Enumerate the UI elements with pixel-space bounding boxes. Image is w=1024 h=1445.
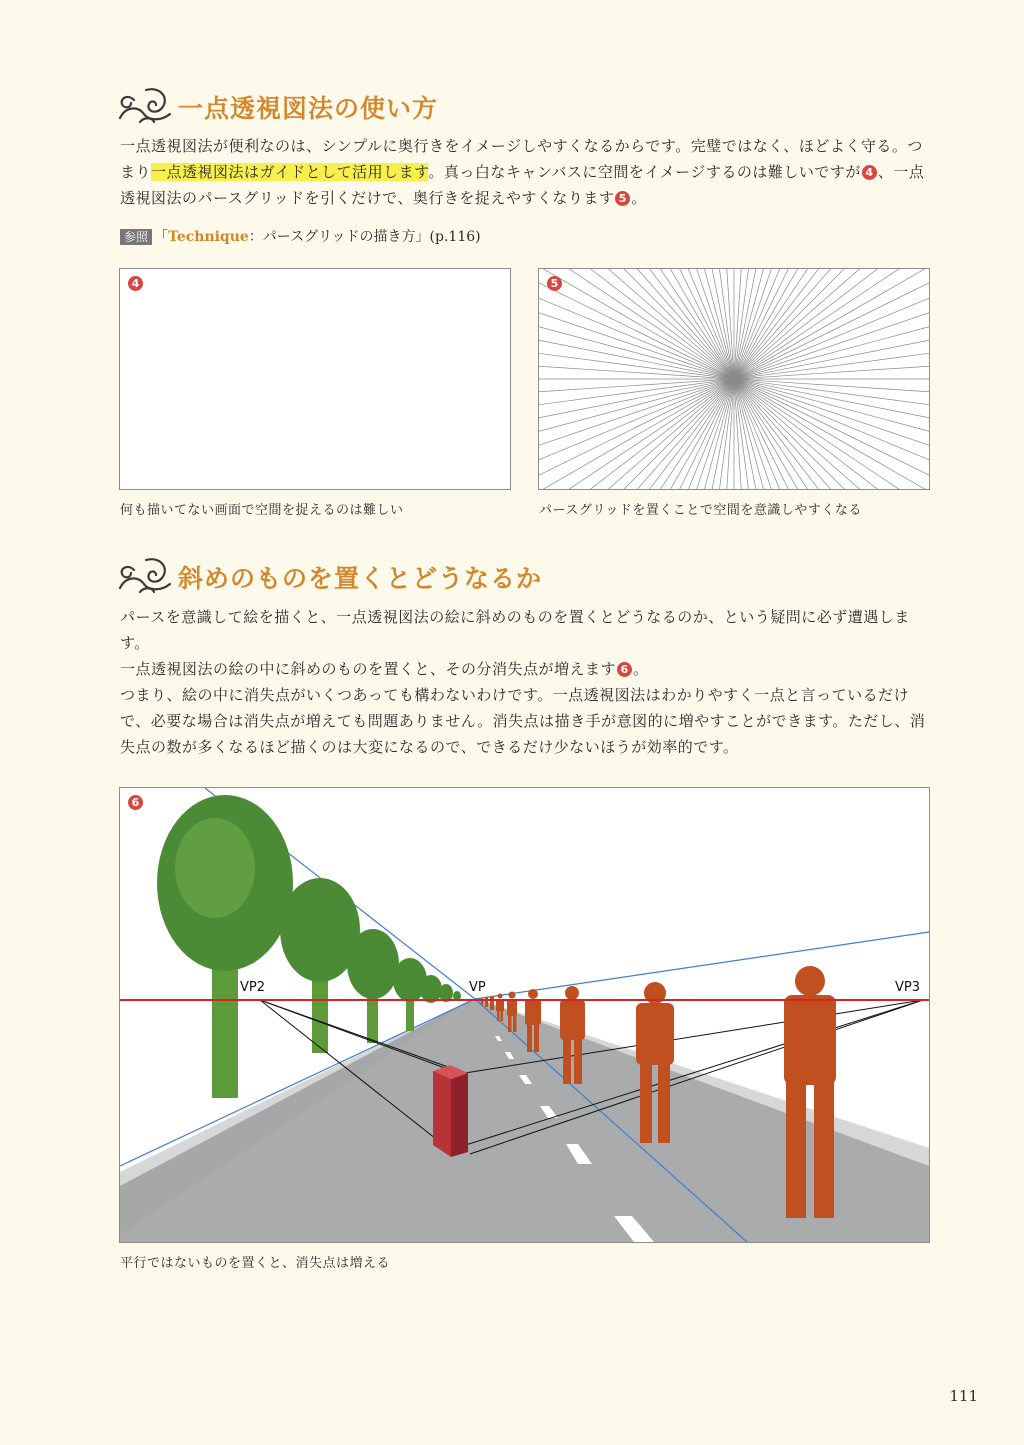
figure-5-label: 5: [547, 276, 562, 291]
grid-ray: [734, 269, 929, 379]
s2-p2: [120, 656, 930, 682]
p1-text-b: 。真っ白なキャンバスに空間をイメージするのは難しいですが: [428, 163, 861, 181]
swirl-ornament-icon: [116, 554, 174, 596]
p1-text-d: 。: [631, 189, 647, 207]
p1-text-c: 、一点透視図法のパースグリッドを引くだけで、奥行きを捉えやすくなります: [120, 163, 925, 207]
figure-5-caption: パースグリッドを置くことで空間を意識しやすくなる: [539, 503, 862, 518]
s2-p1: パースを意識して絵を描くと、一点透視図法の絵に斜めのものを置くとどうなるのか、という疑問に必ず遭遇します。: [120, 608, 910, 652]
grid-ray: [539, 346, 734, 379]
figure-ref-5: 5: [615, 191, 630, 206]
diagonal-box: [433, 1065, 468, 1157]
grid-ray: [539, 269, 734, 379]
reference-technique: Technique: [168, 229, 249, 245]
ref-open: 「: [154, 229, 169, 245]
vanishing-points-illustration: [120, 788, 929, 1242]
perspective-grid-svg: [539, 269, 929, 489]
figure-4-caption: 何も描いてない画面で空間を捉えるのは難しい: [120, 503, 404, 518]
figure-5-perspective-grid: [538, 268, 930, 490]
section-title-diagonal: 斜めのものを置くとどうなるか: [178, 564, 543, 593]
grid-ray: [734, 346, 929, 379]
figure-6-caption: 平行ではないものを置くと、消失点は増える: [120, 1256, 391, 1271]
figure-6-illustration: [119, 787, 930, 1243]
reference-tag: 参照: [120, 229, 152, 245]
s2-p2-text: 一点透視図法の絵の中に斜めのものを置くと、その分消失点が増えます: [120, 660, 617, 678]
reference-note: [120, 226, 481, 246]
figure-ref-6: 6: [617, 662, 632, 677]
grid-ray: [539, 379, 734, 489]
section2-paragraph: [120, 604, 930, 760]
grid-ray: [539, 379, 734, 412]
p1-text-a: 一点透視図法が便利なのは、シンプルに奥行きをイメージしやすくなるからです。完璧ではなく、ほどよく守る。つまり: [120, 137, 923, 181]
grid-ray: [734, 379, 863, 489]
section1-paragraph: [120, 133, 930, 211]
section-title-one-point: 一点透視図法の使い方: [178, 94, 439, 123]
s2-p3: つまり、絵の中に消失点がいくつあっても構わないわけです。一点透視図法はわかりやすく一点と言っているだけで、必要な場合は消失点が増えても問題ありません。消失点は描き手が意図的に増やすことができます。ただし、消失点の数が多くなるほど描くのは大変になるので、できるだけ少ないほうが効率的です。: [120, 686, 926, 756]
figure-4-label: 4: [128, 276, 143, 291]
reference-rest: ：パースグリッドの描き方」(p.116): [248, 229, 481, 245]
grid-ray: [734, 379, 929, 489]
grid-ray: [734, 269, 863, 379]
grid-ray: [605, 269, 734, 379]
page-number: 111: [949, 1387, 978, 1405]
s2-p2-end: 。: [633, 660, 649, 678]
figure-4-blank-canvas: [119, 268, 511, 490]
figure-ref-4: 4: [862, 165, 877, 180]
guide-line-figures-top: [475, 932, 929, 999]
vp-label: VP: [469, 980, 486, 995]
grid-ray: [605, 379, 734, 489]
figure-6-label: 6: [128, 795, 143, 810]
grid-ray: [734, 379, 929, 412]
vp3-label: VP3: [895, 980, 921, 995]
swirl-ornament-icon: [116, 84, 174, 126]
highlighted-phrase: 一点透視図法はガイドとして活用します: [151, 163, 429, 181]
vp2-label: VP2: [240, 980, 266, 995]
